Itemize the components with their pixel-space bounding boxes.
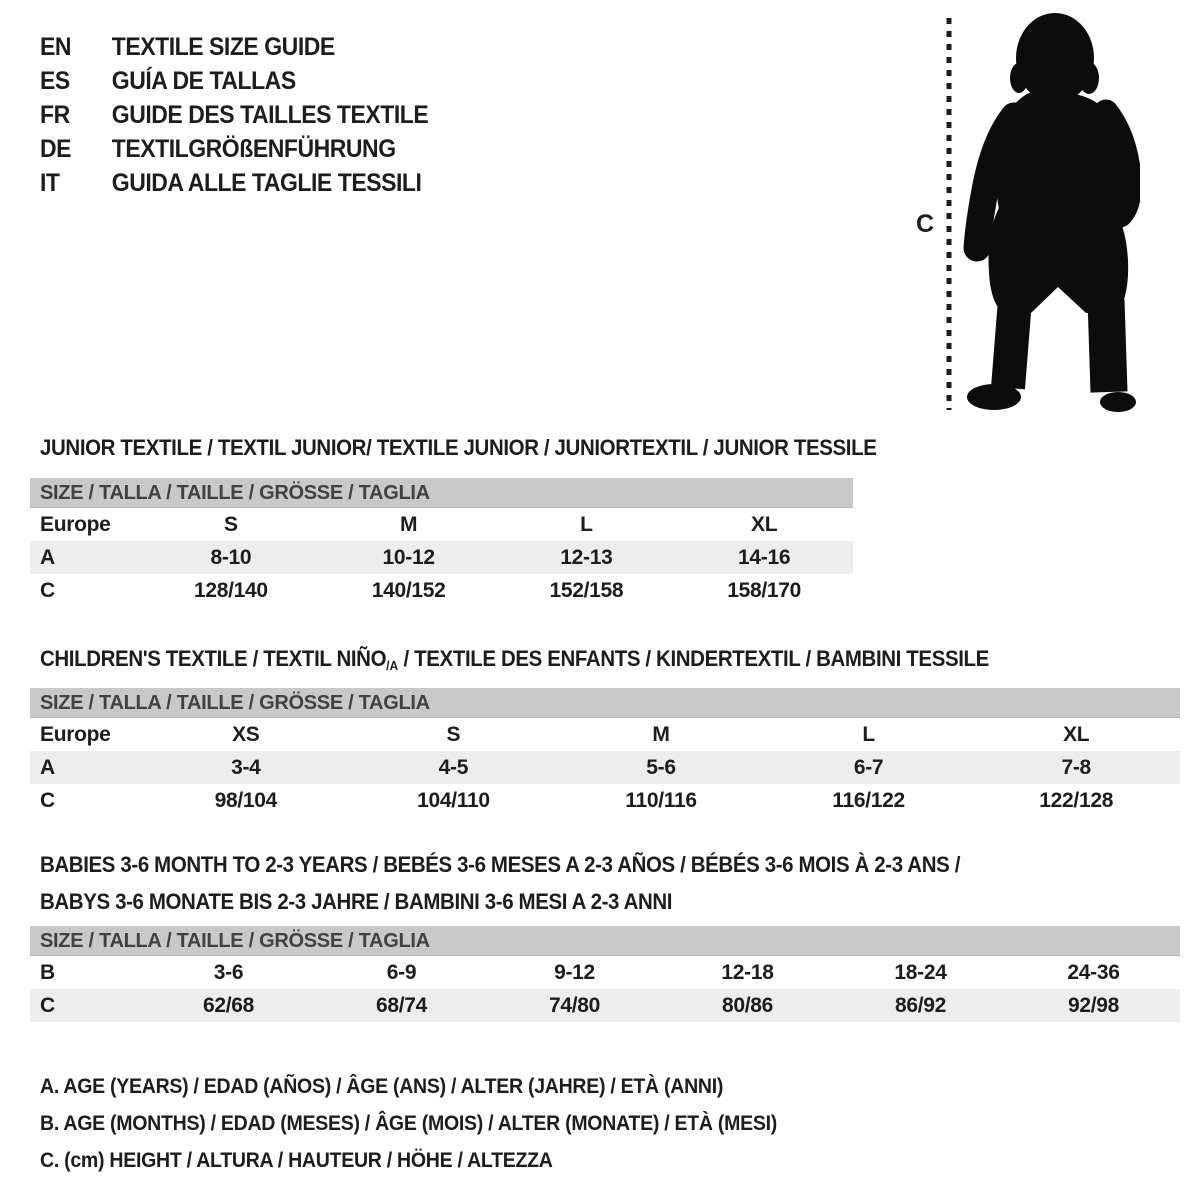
children-size-table	[30, 718, 1180, 817]
table-row	[30, 784, 1180, 817]
size-value-cell: 86/92	[894, 993, 947, 1017]
size-value-cell: L	[580, 512, 593, 536]
size-value-cell: 158/170	[727, 578, 802, 602]
size-value-cell: 122/128	[1039, 788, 1114, 812]
size-value-cell: 10-12	[382, 545, 435, 569]
section-title-line	[40, 429, 876, 466]
section-title-junior	[40, 429, 876, 466]
size-value-cell: 68/74	[375, 993, 428, 1017]
junior-table-wrap	[30, 478, 853, 607]
language-list	[40, 30, 428, 200]
size-value-cell: 7-8	[1061, 755, 1091, 779]
section-title-text: BABIES 3-6 MONTH TO 2-3 YEARS / BEBÉS 3-6 MESES A 2-3 AÑOS / BÉBÉS 3-6 MOIS À 2-3 ANS /	[40, 852, 961, 877]
size-value-cell: XS	[232, 722, 260, 746]
section-title-line	[40, 846, 960, 883]
size-figure	[900, 8, 1190, 420]
language-code: ES	[40, 67, 70, 95]
row-label-cell: C	[40, 578, 55, 602]
size-value-cell: 12-13	[560, 545, 613, 569]
size-band-header: SIZE / TALLA / TAILLE / GRÖSSE / TAGLIA	[30, 478, 853, 508]
size-value-cell: S	[224, 512, 238, 536]
row-label-cell: Europe	[40, 722, 111, 746]
size-value-cell: 24-36	[1067, 960, 1120, 984]
size-value-cell: 104/110	[417, 788, 490, 812]
babies-size-table	[30, 956, 1180, 1022]
language-row	[40, 166, 428, 200]
language-code: EN	[40, 33, 72, 61]
size-value-cell: 18-24	[894, 960, 947, 984]
size-value-cell: 80/86	[721, 993, 774, 1017]
size-value-cell: 140/152	[371, 578, 446, 602]
section-title-children	[40, 640, 989, 677]
size-band-header: SIZE / TALLA / TAILLE / GRÖSSE / TAGLIA	[30, 688, 1180, 718]
size-value-cell: 116/122	[832, 788, 905, 812]
size-value-cell: 14-16	[738, 545, 791, 569]
size-value-cell: 128/140	[193, 578, 268, 602]
legend	[40, 1068, 777, 1179]
section-title-line	[40, 640, 989, 677]
language-row	[40, 132, 428, 166]
row-label-cell: A	[40, 545, 55, 569]
size-band-header: SIZE / TALLA / TAILLE / GRÖSSE / TAGLIA	[30, 926, 1180, 956]
size-value-cell: XL	[751, 512, 778, 536]
junior-size-table	[30, 508, 853, 607]
language-code: DE	[40, 135, 72, 163]
size-value-cell: 6-7	[853, 755, 884, 779]
section-title-babies	[40, 846, 960, 920]
section-title-text: JUNIOR TEXTILE / TEXTIL JUNIOR/ TEXTILE JUNIOR / JUNIORTEXTIL / JUNIOR TESSILE	[40, 435, 877, 460]
size-value-cell: 4-5	[438, 755, 469, 779]
language-row	[40, 64, 428, 98]
size-value-cell: L	[862, 722, 875, 746]
guide-title: GUIDA ALLE TAGLIE TESSILI	[111, 169, 422, 197]
size-value-cell: 98/104	[214, 788, 278, 812]
size-value-cell: 6-9	[386, 960, 417, 984]
section-title-line	[40, 883, 960, 920]
gender-suffix: /A	[386, 658, 399, 673]
table-row	[30, 989, 1180, 1022]
row-label-cell: C	[40, 788, 55, 812]
size-value-cell: 110/116	[625, 788, 697, 812]
guide-title: TEXTILGRÖßENFÜHRUNG	[111, 135, 396, 163]
size-value-cell: S	[446, 722, 461, 746]
row-label-cell: Europe	[40, 512, 111, 536]
row-label-cell: A	[40, 755, 55, 779]
guide-title: GUÍA DE TALLAS	[111, 67, 296, 95]
size-value-cell: 8-10	[210, 545, 252, 569]
guide-title: TEXTILE SIZE GUIDE	[111, 33, 335, 61]
size-value-cell: 74/80	[548, 993, 601, 1017]
section-title-text: CHILDREN'S TEXTILE / TEXTIL NIÑO	[40, 646, 387, 671]
babies-table-wrap	[30, 926, 1180, 1022]
language-code: IT	[40, 169, 60, 197]
language-row	[40, 30, 428, 64]
size-value-cell: 5-6	[646, 755, 676, 779]
table-row	[30, 574, 853, 607]
language-code: FR	[40, 101, 70, 129]
table-row	[30, 541, 853, 574]
legend-line-c: C. (cm) HEIGHT / ALTURA / HAUTEUR / HÖHE / ALTEZZA	[40, 1149, 553, 1172]
table-row	[30, 508, 853, 541]
table-row	[30, 718, 1180, 751]
size-value-cell: XL	[1063, 722, 1090, 746]
size-value-cell: 152/158	[549, 578, 624, 602]
section-title-text: / TEXTILE DES ENFANTS / KINDERTEXTIL / BAMBINI TESSILE	[398, 646, 989, 671]
row-label-cell: C	[40, 993, 55, 1017]
size-value-cell: 3-4	[231, 755, 261, 779]
table-row	[30, 751, 1180, 784]
size-value-cell: 9-12	[554, 960, 595, 984]
height-measure-label: C	[916, 210, 935, 238]
legend-line-b: B. AGE (MONTHS) / EDAD (MESES) / ÂGE (MOIS) / ALTER (MONATE) / ETÀ (MESI)	[40, 1112, 777, 1135]
legend-line-a: A. AGE (YEARS) / EDAD (AÑOS) / ÂGE (ANS) / ALTER (JAHRE) / ETÀ (ANNI)	[40, 1075, 724, 1098]
size-value-cell: 3-6	[213, 960, 244, 984]
toddler-shape	[967, 13, 1136, 412]
language-row	[40, 98, 428, 132]
toddler-silhouette-icon	[930, 8, 1140, 416]
guide-title: GUIDE DES TAILLES TEXTILE	[111, 101, 429, 129]
row-label-cell: B	[40, 960, 55, 984]
size-value-cell: 92/98	[1067, 993, 1120, 1017]
table-row	[30, 956, 1180, 989]
size-value-cell: M	[652, 722, 670, 746]
children-table-wrap	[30, 688, 1180, 817]
size-value-cell: 12-18	[721, 960, 774, 984]
size-value-cell: 62/68	[202, 993, 255, 1017]
size-value-cell: M	[400, 512, 418, 536]
section-title-text: BABYS 3-6 MONATE BIS 2-3 JAHRE / BAMBINI 3-6 MESI A 2-3 ANNI	[40, 889, 673, 914]
